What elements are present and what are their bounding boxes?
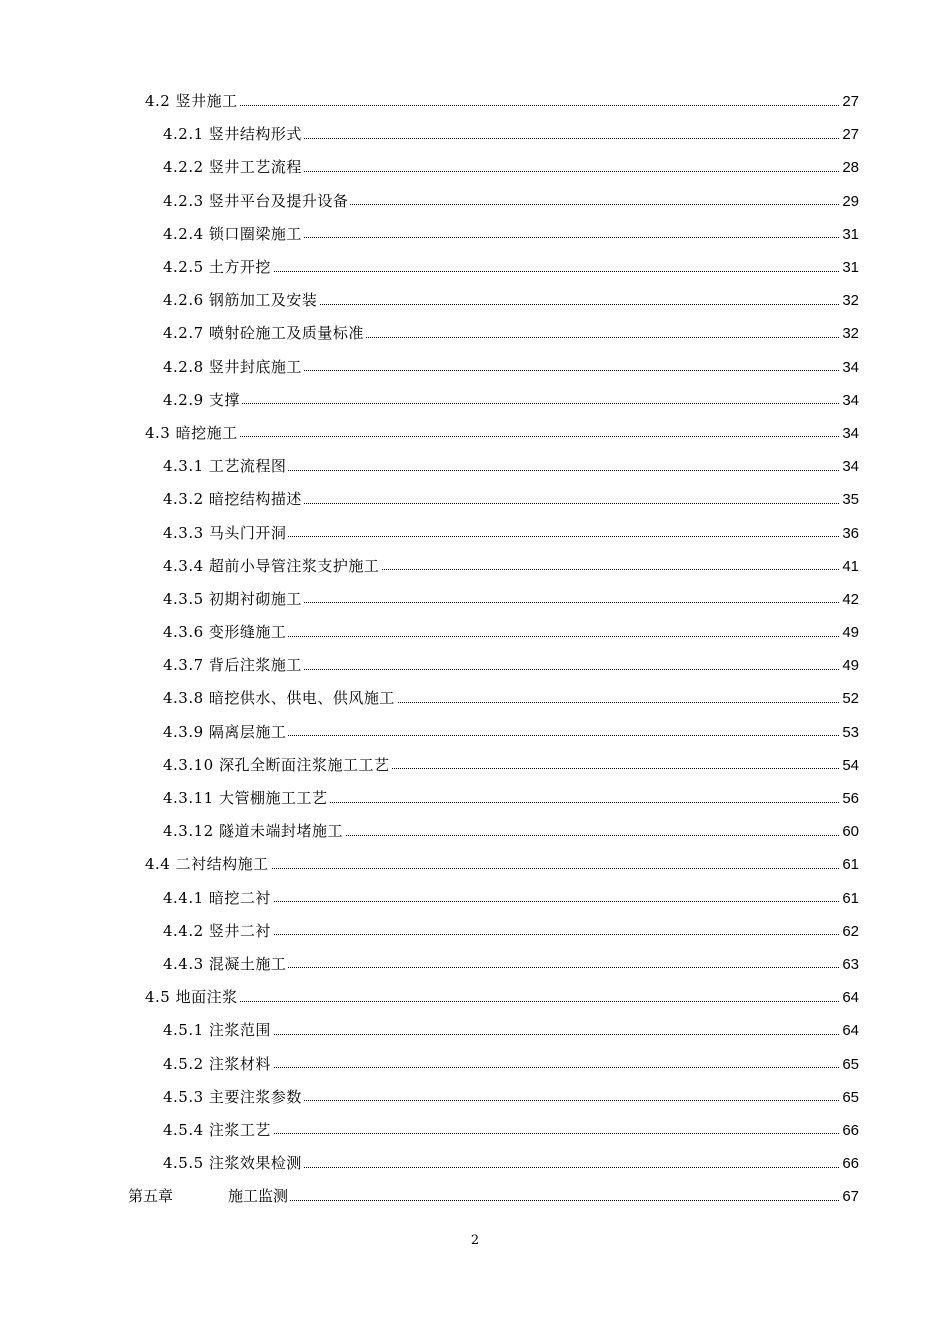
toc-entry-title: 4.3 暗挖施工 xyxy=(145,423,238,442)
toc-entry[interactable] xyxy=(0,550,950,583)
toc-dot-leader xyxy=(163,401,855,404)
toc-entry-title: 4.4.2 竖井二衬 xyxy=(163,921,271,940)
toc-entry-title: 4.2.4 锁口圈梁施工 xyxy=(163,224,302,243)
table-of-contents xyxy=(0,85,950,1213)
toc-page-number: 65 xyxy=(842,1088,859,1106)
toc-entry[interactable] xyxy=(0,782,950,815)
toc-page-number: 32 xyxy=(842,325,859,343)
toc-page-number: 27 xyxy=(842,93,859,111)
toc-entry[interactable] xyxy=(0,185,950,218)
toc-entry[interactable] xyxy=(0,948,950,981)
toc-entry[interactable] xyxy=(0,981,950,1014)
toc-page-number: 60 xyxy=(842,823,859,841)
toc-page-number: 34 xyxy=(842,458,859,476)
toc-entry-title: 4.2.2 竖井工艺流程 xyxy=(163,158,302,177)
toc-entry-title: 4.3.4 超前小导管注浆支护施工 xyxy=(163,556,380,575)
toc-page-number: 65 xyxy=(842,1055,859,1073)
toc-entry-title: 4.3.5 初期衬砌施工 xyxy=(163,589,302,608)
toc-page-number: 53 xyxy=(842,723,859,741)
toc-entry-title: 4.2.9 支撑 xyxy=(163,390,240,409)
toc-entry[interactable] xyxy=(0,716,950,749)
toc-page-number: 42 xyxy=(842,590,859,608)
toc-entry-title: 4.5.4 注浆工艺 xyxy=(163,1120,271,1139)
toc-entry-title: 4.5 地面注浆 xyxy=(145,988,238,1007)
toc-entry-title: 4.2.7 喷射砼施工及质量标准 xyxy=(163,324,364,343)
toc-entry-title: 4.4 二衬结构施工 xyxy=(145,855,269,874)
toc-entry-title: 4.4.3 混凝土施工 xyxy=(163,954,287,973)
toc-entry-title: 4.2.8 竖井封底施工 xyxy=(163,357,302,376)
toc-page-number: 66 xyxy=(842,1121,859,1139)
toc-entry-title: 4.3.7 背后注浆施工 xyxy=(163,656,302,675)
toc-entry[interactable] xyxy=(0,284,950,317)
toc-entry[interactable] xyxy=(0,450,950,483)
toc-page-number: 49 xyxy=(842,624,859,642)
toc-entry-title: 4.5.3 主要注浆参数 xyxy=(163,1087,302,1106)
toc-entry-title: 4.3.6 变形缝施工 xyxy=(163,623,287,642)
toc-page-number: 32 xyxy=(842,292,859,310)
toc-entry-title: 4.5.2 注浆材料 xyxy=(163,1054,271,1073)
toc-page-number: 31 xyxy=(842,225,859,243)
toc-entry[interactable] xyxy=(0,317,950,350)
toc-page-number: 27 xyxy=(842,126,859,144)
toc-entry-title: 4.2.5 土方开挖 xyxy=(163,258,271,277)
toc-entry[interactable] xyxy=(0,1180,950,1213)
toc-entry-title: 4.3.10 深孔全断面注浆施工工艺 xyxy=(163,755,390,774)
toc-entry[interactable] xyxy=(0,882,950,915)
toc-page-number: 35 xyxy=(842,491,859,509)
toc-entry[interactable] xyxy=(0,848,950,881)
toc-page-number: 61 xyxy=(842,856,859,874)
toc-page-number: 66 xyxy=(842,1155,859,1173)
toc-page-number: 63 xyxy=(842,955,859,973)
toc-entry-title: 4.3.8 暗挖供水、供电、供风施工 xyxy=(163,689,395,708)
toc-page-number: 41 xyxy=(842,557,859,575)
toc-entry-title xyxy=(128,1189,290,1204)
toc-dot-leader xyxy=(145,999,855,1002)
toc-page-number: 61 xyxy=(842,889,859,907)
toc-entry-title: 4.2.3 竖井平台及提升设备 xyxy=(163,191,349,210)
toc-entry[interactable] xyxy=(0,616,950,649)
toc-entry-title: 4.5.5 注浆效果检测 xyxy=(163,1154,302,1173)
toc-chapter-number: 第五章 xyxy=(128,1187,174,1206)
page-number: 2 xyxy=(470,1233,480,1248)
toc-entry[interactable] xyxy=(0,384,950,417)
toc-entry[interactable] xyxy=(0,1114,950,1147)
toc-entry[interactable] xyxy=(0,516,950,549)
toc-entry[interactable] xyxy=(0,85,950,118)
toc-entry[interactable] xyxy=(0,351,950,384)
toc-dot-leader xyxy=(145,434,855,437)
toc-dot-leader xyxy=(145,103,855,106)
toc-entry-title: 4.3.2 暗挖结构描述 xyxy=(163,490,302,509)
toc-entry-title: 4.3.1 工艺流程图 xyxy=(163,457,287,476)
toc-entry[interactable] xyxy=(0,749,950,782)
toc-page-number: 34 xyxy=(842,391,859,409)
toc-chapter-title: 施工监测 xyxy=(228,1187,289,1206)
toc-entry-title: 4.5.1 注浆范围 xyxy=(163,1021,271,1040)
toc-entry-title: 4.2.1 竖井结构形式 xyxy=(163,125,302,144)
toc-entry[interactable] xyxy=(0,1081,950,1114)
toc-page-number: 64 xyxy=(842,989,859,1007)
toc-entry[interactable] xyxy=(0,118,950,151)
toc-page-number: 62 xyxy=(842,922,859,940)
toc-entry[interactable] xyxy=(0,1147,950,1180)
toc-page-number: 31 xyxy=(842,259,859,277)
toc-entry-title: 4.3.3 马头门开洞 xyxy=(163,523,287,542)
toc-entry[interactable] xyxy=(0,417,950,450)
toc-page-number: 28 xyxy=(842,159,859,177)
toc-entry-title: 4.2 竖井施工 xyxy=(145,92,238,111)
toc-entry-title: 4.4.1 暗挖二衬 xyxy=(163,888,271,907)
toc-page-number: 67 xyxy=(842,1188,859,1206)
toc-entry[interactable] xyxy=(0,483,950,516)
toc-page-number: 52 xyxy=(842,690,859,708)
toc-entry[interactable] xyxy=(0,1014,950,1047)
toc-page-number: 64 xyxy=(842,1022,859,1040)
toc-entry-title: 4.3.9 隔离层施工 xyxy=(163,722,287,741)
toc-page-number: 34 xyxy=(842,424,859,442)
toc-entry[interactable] xyxy=(0,815,950,848)
toc-entry[interactable] xyxy=(0,218,950,251)
toc-page-number: 49 xyxy=(842,657,859,675)
toc-page-number: 36 xyxy=(842,524,859,542)
toc-entry[interactable] xyxy=(0,151,950,184)
toc-page-number: 34 xyxy=(842,358,859,376)
toc-page-number: 29 xyxy=(842,192,859,210)
toc-entry[interactable] xyxy=(0,583,950,616)
toc-entry-title: 4.3.12 隧道未端封堵施工 xyxy=(163,822,343,841)
toc-entry[interactable] xyxy=(0,682,950,715)
toc-entry-title: 4.2.6 钢筋加工及安装 xyxy=(163,291,318,310)
toc-entry[interactable] xyxy=(0,915,950,948)
toc-page-number: 54 xyxy=(842,756,859,774)
toc-entry[interactable] xyxy=(0,251,950,284)
toc-entry-title: 4.3.11 大管棚施工工艺 xyxy=(163,789,328,808)
toc-entry[interactable] xyxy=(0,1047,950,1080)
toc-entry[interactable] xyxy=(0,649,950,682)
toc-page-number: 56 xyxy=(842,790,859,808)
